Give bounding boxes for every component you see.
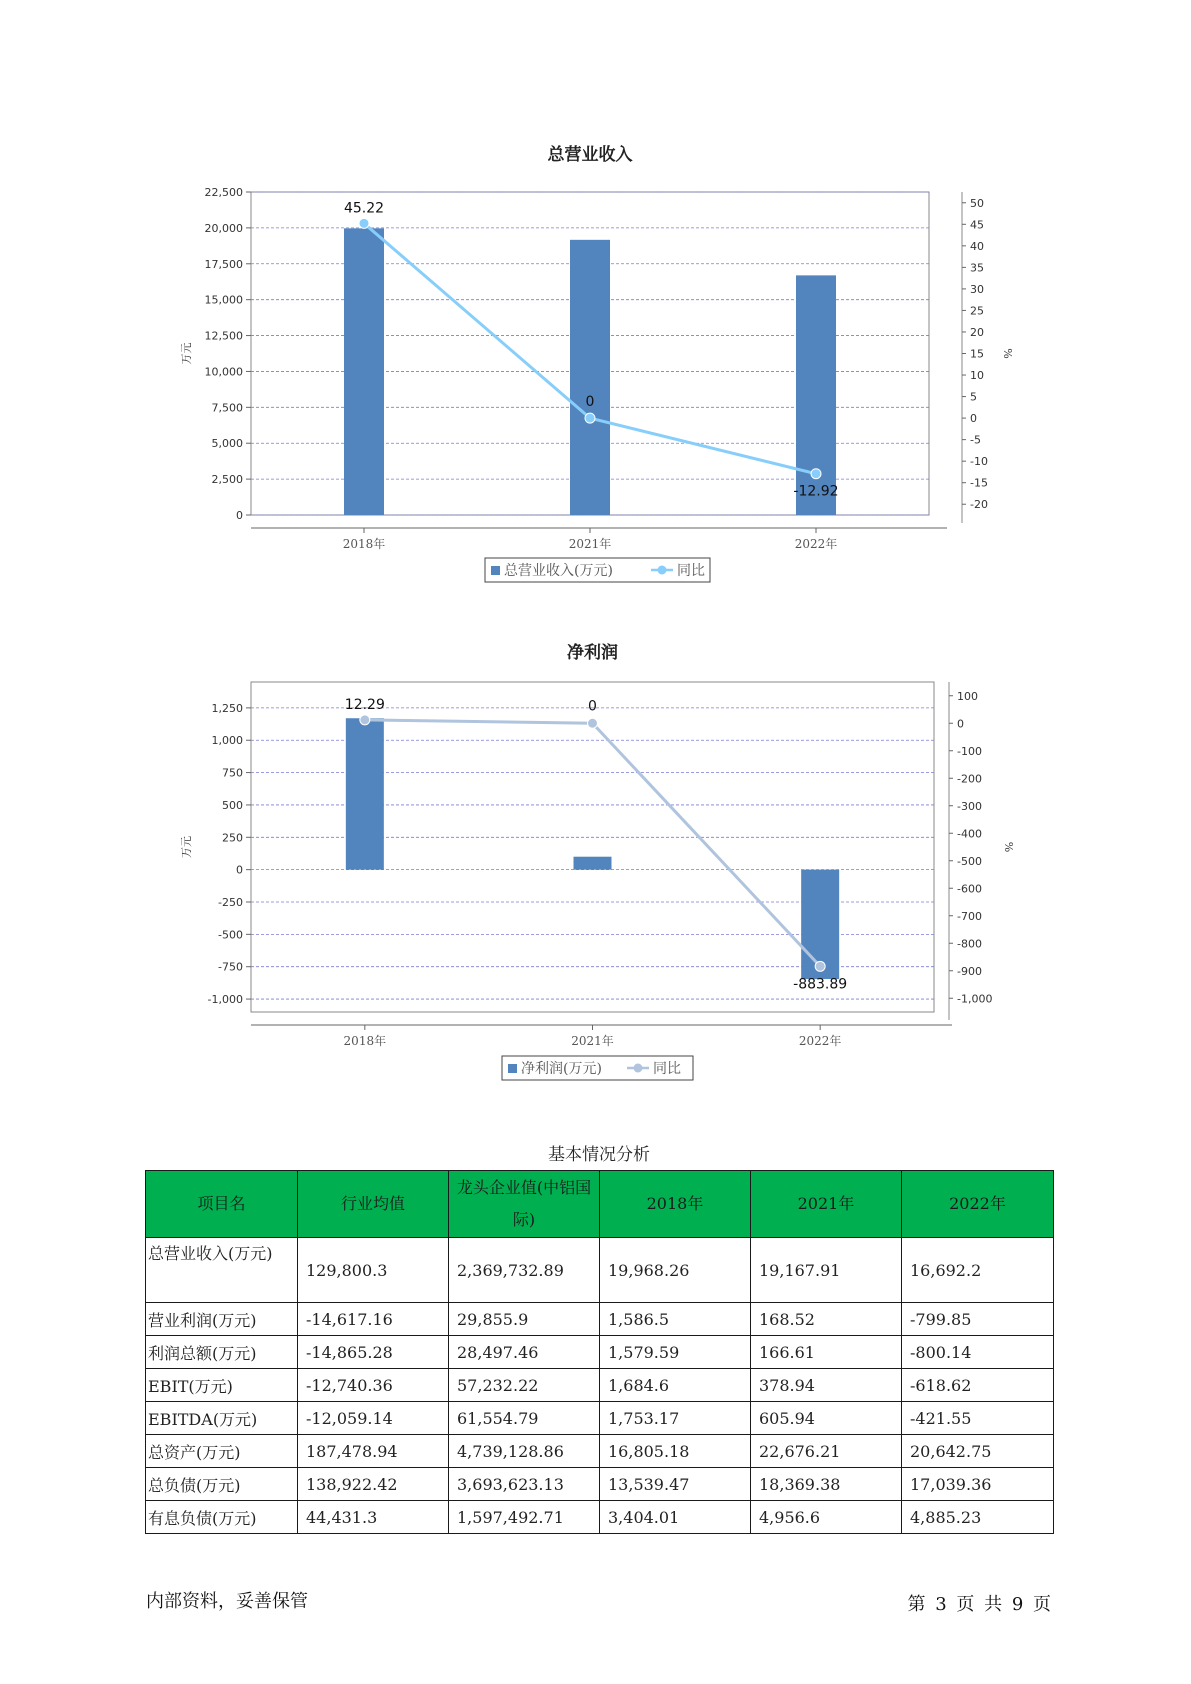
category-label: 2021年: [571, 1034, 614, 1048]
right-tick-label: -300: [957, 799, 982, 813]
left-tick-label: 12,500: [204, 329, 243, 343]
revenue-chart: [0, 140, 1191, 600]
cell: 168.52: [751, 1303, 902, 1336]
table-row: [146, 1336, 1054, 1369]
left-tick-label: 250: [222, 831, 243, 845]
right-tick-label: -200: [957, 772, 982, 786]
footer-page-number: 第 3 页 共 9 页: [907, 1594, 1051, 1615]
legend-line-marker: [658, 566, 667, 575]
table-row: [146, 1468, 1054, 1501]
left-tick-label: 7,500: [211, 401, 243, 415]
cell: 1,684.6: [600, 1369, 751, 1402]
cell: 13,539.47: [600, 1468, 751, 1501]
left-axis-label: 万元: [180, 342, 193, 365]
header-2018: 2018年: [600, 1171, 751, 1238]
table-header-row: [146, 1171, 1054, 1238]
cell: 57,232.22: [449, 1369, 600, 1402]
yoy-point: [585, 413, 595, 423]
right-tick-label: -800: [957, 937, 982, 951]
cell: 1,579.59: [600, 1336, 751, 1369]
left-tick-label: 0: [236, 509, 243, 522]
left-tick-label: 500: [222, 798, 243, 812]
cell: 166.61: [751, 1336, 902, 1369]
category-label: 2022年: [798, 1034, 842, 1048]
right-tick-label: 5: [970, 390, 977, 404]
right-tick-label: -5: [970, 433, 981, 447]
cell: 19,968.26: [600, 1238, 751, 1303]
right-tick-label: -400: [957, 827, 982, 841]
header-industry-avg: 行业均值: [298, 1171, 449, 1238]
chart-title: 总营业收入: [547, 145, 633, 165]
row-label: 有息负债(万元): [146, 1501, 298, 1534]
basic-analysis-section: [145, 1140, 1053, 1534]
table-row: [146, 1501, 1054, 1534]
data-label: 45.22: [343, 200, 385, 217]
legend-line-marker: [634, 1064, 643, 1073]
cell: 16,692.2: [902, 1238, 1054, 1303]
legend-bar-swatch: [491, 566, 500, 575]
net-profit-chart: [0, 638, 1191, 1098]
basic-analysis-table: [145, 1170, 1054, 1534]
cell: 29,855.9: [449, 1303, 600, 1336]
cell: 4,956.6: [751, 1501, 902, 1534]
row-label: 总资产(万元): [146, 1435, 298, 1468]
cell: 3,404.01: [600, 1501, 751, 1534]
right-tick-label: -900: [957, 964, 982, 978]
cell: 22,676.21: [751, 1435, 902, 1468]
left-tick-label: 5,000: [211, 437, 243, 451]
header-2022: 2022年: [902, 1171, 1054, 1238]
cell: 187,478.94: [298, 1435, 449, 1468]
yoy-point: [811, 469, 821, 479]
cell: 1,586.5: [600, 1303, 751, 1336]
right-tick-label: -20: [970, 498, 988, 512]
right-tick-label: -500: [957, 854, 982, 868]
left-tick-label: 20,000: [204, 221, 243, 235]
cell: 28,497.46: [449, 1336, 600, 1369]
data-label: -12.92: [793, 483, 839, 500]
right-tick-label: 35: [970, 261, 984, 275]
right-tick-label: -1,000: [957, 992, 993, 1006]
cell: 20,642.75: [902, 1435, 1054, 1468]
right-tick-label: 0: [957, 717, 964, 731]
cell: 61,554.79: [449, 1402, 600, 1435]
yoy-point: [588, 718, 598, 728]
left-tick-label: 1,250: [211, 701, 243, 715]
table-row: [146, 1238, 1054, 1303]
cell: 1,597,492.71: [449, 1501, 600, 1534]
row-label: EBIT(万元): [146, 1369, 298, 1402]
left-tick-label: -1,000: [207, 993, 243, 1007]
category-label: 2018年: [343, 1034, 387, 1048]
cell: -800.14: [902, 1336, 1054, 1369]
cell: 378.94: [751, 1369, 902, 1402]
left-tick-label: -250: [218, 896, 243, 909]
left-tick-label: 10,000: [204, 365, 243, 379]
cell: -421.55: [902, 1402, 1054, 1435]
chart-title: 净利润: [567, 643, 618, 663]
right-tick-label: -10: [970, 455, 988, 469]
right-tick-label: 40: [970, 239, 984, 253]
left-tick-label: 22,500: [204, 186, 243, 199]
table-row: [146, 1402, 1054, 1435]
right-tick-label: -15: [970, 476, 988, 490]
cell: 129,800.3: [298, 1238, 449, 1303]
left-tick-label: -750: [218, 960, 243, 974]
right-tick-label: -100: [957, 744, 982, 758]
data-label: -883.89: [793, 976, 848, 993]
row-label: EBITDA(万元): [146, 1402, 298, 1435]
category-label: 2022年: [794, 537, 838, 551]
cell: -14,865.28: [298, 1336, 449, 1369]
table-row: [146, 1435, 1054, 1468]
left-tick-label: 2,500: [211, 473, 243, 487]
cell: 1,753.17: [600, 1402, 751, 1435]
legend-bar-label: 总营业收入(万元): [504, 563, 613, 579]
cell: 2,369,732.89: [449, 1238, 600, 1303]
right-tick-label: 10: [970, 369, 984, 383]
yoy-point: [815, 961, 825, 971]
left-tick-label: 750: [222, 766, 243, 780]
right-axis-label: %: [1001, 348, 1014, 359]
cell: 17,039.36: [902, 1468, 1054, 1501]
data-label: 12.29: [344, 696, 385, 713]
legend-line-label: 同比: [677, 563, 705, 579]
left-axis-label: 万元: [180, 836, 193, 858]
right-tick-label: 20: [970, 325, 984, 339]
yoy-point: [360, 715, 370, 725]
cell: -14,617.16: [298, 1303, 449, 1336]
left-tick-label: 15,000: [204, 293, 243, 307]
right-tick-label: 0: [970, 412, 977, 426]
cell: -618.62: [902, 1369, 1054, 1402]
table-row: [146, 1369, 1054, 1402]
table-row: [146, 1303, 1054, 1336]
left-tick-label: 0: [236, 863, 243, 877]
cell: 19,167.91: [751, 1238, 902, 1303]
legend-line-label: 同比: [653, 1061, 681, 1077]
row-label: 利润总额(万元): [146, 1336, 298, 1369]
yoy-point: [359, 218, 369, 228]
legend-bar-label: 净利润(万元): [521, 1061, 602, 1077]
right-tick-label: 50: [970, 196, 984, 210]
category-label: 2018年: [342, 537, 386, 551]
cell: -12,740.36: [298, 1369, 449, 1402]
data-label: 0: [588, 698, 597, 715]
row-label: 总营业收入(万元): [146, 1238, 298, 1303]
header-2021: 2021年: [751, 1171, 902, 1238]
right-tick-label: 100: [957, 689, 978, 703]
right-tick-label: -600: [957, 882, 982, 896]
cell: 4,885.23: [902, 1501, 1054, 1534]
right-tick-label: 25: [970, 304, 984, 318]
cell: -799.85: [902, 1303, 1054, 1336]
left-tick-label: -500: [218, 928, 243, 942]
cell: 4,739,128.86: [449, 1435, 600, 1468]
header-item-name: 项目名: [146, 1171, 298, 1238]
footer-confidential-note: 内部资料，妥善保管: [146, 1591, 308, 1612]
bar: [574, 857, 612, 870]
row-label: 总负债(万元): [146, 1468, 298, 1501]
cell: 3,693,623.13: [449, 1468, 600, 1501]
header-leader-value: 龙头企业值(中铝国际): [449, 1171, 600, 1238]
cell: -12,059.14: [298, 1402, 449, 1435]
right-axis-label: %: [1002, 841, 1015, 853]
cell: 605.94: [751, 1402, 902, 1435]
right-tick-label: -700: [957, 909, 982, 923]
bar: [344, 228, 384, 515]
row-label: 营业利润(万元): [146, 1303, 298, 1336]
right-tick-label: 45: [970, 218, 984, 232]
cell: 138,922.42: [298, 1468, 449, 1501]
cell: 18,369.38: [751, 1468, 902, 1501]
bar: [346, 718, 384, 869]
right-tick-label: 15: [970, 347, 984, 361]
table-title: 基本情况分析: [548, 1145, 650, 1165]
cell: 44,431.3: [298, 1501, 449, 1534]
data-label: 0: [585, 394, 595, 411]
left-tick-label: 17,500: [204, 257, 243, 271]
left-tick-label: 1,000: [211, 734, 243, 748]
category-label: 2021年: [568, 537, 612, 551]
bar: [570, 240, 610, 515]
right-tick-label: 30: [970, 282, 984, 296]
legend-bar-swatch: [508, 1064, 517, 1073]
cell: 16,805.18: [600, 1435, 751, 1468]
